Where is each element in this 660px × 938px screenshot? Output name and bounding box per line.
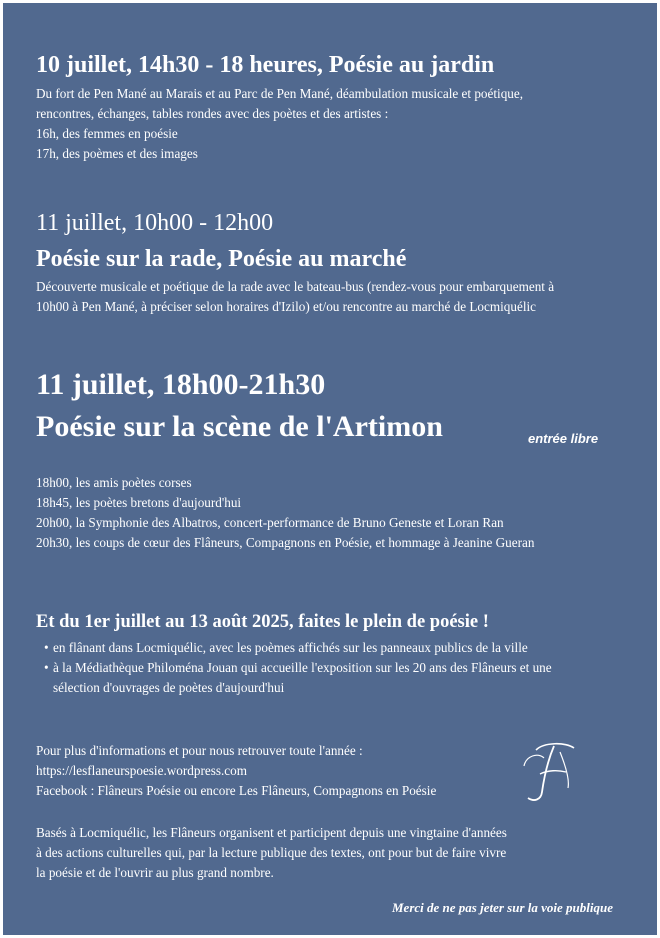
about-line: Basés à Locmiquélic, les Flâneurs organisent et participent depuis une vingtaine d'années <box>36 825 507 840</box>
event-jardin-line: Du fort de Pen Mané au Marais et au Parc de Pen Mané, déambulation musicale et poétique, <box>36 86 524 101</box>
list-item-text: en flânant dans Locmiquélic, avec les poèmes affichés sur les panneaux publics de la ville <box>53 640 528 655</box>
summer-title: Et du 1er juillet au 13 août 2025, faites le plein de poésie ! <box>36 612 489 632</box>
summer-section <box>36 610 637 698</box>
bullet-icon: • <box>44 660 49 675</box>
event-artimon-schedule <box>36 473 637 553</box>
flaneurs-monogram-icon <box>514 738 584 808</box>
event-artimon-title: Poésie sur la scène de l'Artimon <box>36 410 443 443</box>
about-line: à des actions culturelles qui, par la lecture publique des textes, ont pour but de faire vivre <box>36 845 507 860</box>
info-line: Pour plus d'informations et pour nous retrouver toute l'année : <box>36 743 363 758</box>
footer-note: Merci de ne pas jeter sur la voie publique <box>392 900 613 915</box>
flyer-page <box>3 3 657 935</box>
about-section <box>36 823 637 883</box>
event-rade <box>36 208 637 317</box>
event-rade-line: 10h00 à Pen Mané, à préciser selon horaires d'Izilo) et/ou rencontre au marché de Locmiquélic <box>36 299 537 314</box>
about-text <box>36 823 637 883</box>
schedule-item: 20h00, la Symphonie des Albatros, concert-performance de Bruno Geneste et Loran Ran <box>36 515 504 530</box>
schedule-item: 18h00, les amis poètes corses <box>36 475 192 490</box>
event-jardin-line: 16h, des femmes en poésie <box>36 126 178 141</box>
schedule-item: 20h30, les coups de cœur des Flâneurs, Compagnons en Poésie, et hommage à Jeanine Gueran <box>36 535 535 550</box>
event-jardin-title: 10 juillet, 14h30 - 18 heures, Poésie au jardin <box>36 52 495 78</box>
summer-list <box>36 638 637 698</box>
facebook-line: Facebook : Flâneurs Poésie ou encore Les Flâneurs, Compagnons en Poésie <box>36 783 437 798</box>
schedule-item: 18h45, les poètes bretons d'aujourd'hui <box>36 495 242 510</box>
event-rade-line: Découverte musicale et poétique de la rade avec le bateau-bus (rendez-vous pour embarquement à <box>36 279 555 294</box>
event-artimon-date: 11 juillet, 18h00-21h30 <box>36 368 326 401</box>
event-jardin-description <box>36 84 637 164</box>
about-line: la poésie et de l'ouvrir au plus grand nombre. <box>36 865 274 880</box>
list-item-text: sélection d'ouvrages de poètes d'aujourd'hui <box>53 680 285 695</box>
svg-text:F: F <box>548 776 550 777</box>
event-rade-title: Poésie sur la rade, Poésie au marché <box>36 246 407 272</box>
event-jardin <box>36 50 637 164</box>
website-link[interactable]: https://lesflaneurspoesie.wordpress.com <box>36 763 247 778</box>
event-rade-date: 11 juillet, 10h00 - 12h00 <box>36 210 274 236</box>
event-jardin-line: 17h, des poèmes et des images <box>36 146 198 161</box>
event-jardin-line: rencontres, échanges, tables rondes avec des poètes et des artistes : <box>36 106 389 121</box>
list-item-text: à la Médiathèque Philoména Jouan qui accueille l'exposition sur les 20 ans des Flâneurs et une <box>53 660 552 675</box>
list-item <box>36 638 637 658</box>
entree-libre-badge: entrée libre <box>528 431 599 446</box>
event-artimon-program <box>36 473 637 553</box>
event-rade-description <box>36 277 637 317</box>
list-item <box>36 658 637 698</box>
bullet-icon: • <box>44 640 49 655</box>
